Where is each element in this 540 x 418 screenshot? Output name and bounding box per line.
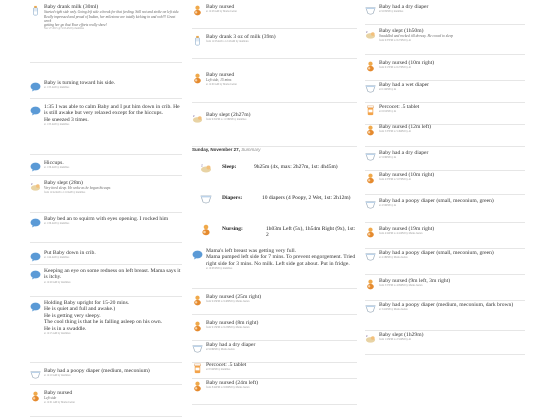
feed-entry[interactable] [365,332,525,355]
entry-timestamp: at 4:50PM by Al [379,204,397,208]
entry-timestamp: at 1:35 AM by mumbles [44,86,70,90]
feed-entry[interactable] [365,60,525,81]
svg-text:z: z [365,30,368,35]
entry-timestamp: from 9:23PM to 9:48PM by Mama Jaelan [206,300,250,304]
entry-body [206,320,357,330]
diaper-icon [200,193,212,205]
entry-title: He sneezed 3 times. [44,116,89,123]
entry-body [379,82,525,92]
note-icon [192,249,203,260]
summary-label: Nursing: [222,226,243,232]
entry-timestamp: from 12:42AM to 1:10AM by mumbles [44,190,86,194]
entry-title: Baby nursed (8m right) [206,320,259,326]
med-icon [365,105,376,116]
feed-entry[interactable] [365,28,525,55]
nurse-icon [365,125,376,136]
entry-body [379,278,525,288]
entry-body [206,362,357,372]
entry-title: Baby slept (2h27m) [206,112,251,118]
entry-title: Baby slept (1h29m) [379,332,424,338]
entry-title: Baby had a poopy diaper (small, meconium, green) [379,250,494,256]
entry-note: Started right side only. Going left side a break for that feeding. Still not and strike on left side. Really impressed and proud of Indian, her milestone are totally kicking in and ooh!!! Great work [44,10,180,23]
day-label: Sunday, November 27, [192,147,240,152]
feed-entry[interactable] [192,4,357,29]
entry-body [379,250,525,260]
summary-label: Diapers: [222,195,243,201]
feed-entry[interactable] [30,4,182,63]
nurse-icon [192,381,203,392]
sleep-icon [365,333,376,344]
nurse-icon [192,5,203,16]
entry-timestamp: at 5:09PM by Al [379,156,397,160]
entry-note: Very tired sleep. He woke as he began hiccups [44,186,111,191]
summary-value: 10 diapers (4 Poopy, 2 Wet, 1st: 2h12m) [262,195,351,201]
entry-title: Baby bed an to squirm with eyes opening. I rocked him [44,216,169,222]
entry-title: Baby nursed (9m left, 3m right) [379,278,451,284]
entry-body [44,80,182,90]
sleep-icon [30,181,41,192]
diaper-icon [365,151,376,162]
entry-title: Put Baby down in crib. [44,250,96,256]
feed-entry[interactable] [192,342,357,363]
entry-title: He is in a swaddle. [44,325,87,332]
feed-entry[interactable] [30,390,182,417]
entry-title: The cool thing is that he is falling asleep on his own. [44,319,163,326]
entry-title: Keeping an eye on some redness on left breast. Mama says it is itchy. [44,268,181,281]
svg-text:z: z [365,334,368,339]
nurse-icon [192,321,203,332]
feed-entry[interactable] [30,216,182,243]
diaper-icon [365,251,376,262]
entry-note: Left side [44,396,57,401]
feed-entry[interactable] [192,320,357,341]
entry-title: Holding Baby upright for 15-20 mins. [44,300,130,306]
entry-timestamp: at 10:08 PM by mumbles [206,267,233,271]
note-icon [30,105,41,116]
entry-body [379,124,525,134]
svg-text:z: z [30,182,33,187]
feed-entry[interactable] [192,72,357,103]
bottle-icon [192,35,203,46]
entry-title: Baby had a poopy diaper (small, meconium, green) [379,198,494,204]
feed-entry[interactable] [365,302,525,331]
entry-title: 1:35 I was able to calm Baby and I put him down in crib. He is still awake but very relaxed except for the hiccups. [44,104,180,117]
feed-entry[interactable] [365,150,525,171]
sleep-icon [200,162,212,174]
diaper-icon [192,343,203,354]
feed-entry[interactable] [30,160,182,176]
feed-entry[interactable] [30,368,182,385]
entry-title: Baby had a dry diaper [206,342,256,348]
feed-entry[interactable] [192,294,357,315]
entry-timestamp: at 1:44 AM by mumbles [44,256,70,260]
entry-body [206,34,357,44]
entry-body [44,368,182,378]
sleep-icon [365,29,376,40]
feed-entry[interactable] [192,380,357,405]
diaper-icon [365,5,376,16]
entry-title: Baby slept (28m) [44,180,83,186]
entry-timestamp: from 9:31PM to 11:58PM by mumbles [206,118,247,122]
day-heading [192,147,357,152]
entry-body [44,250,182,260]
feed-entry[interactable] [192,248,357,289]
entry-title: He is quiet and full and awake.) [44,306,116,313]
entry-title: He is getting very sleepy. [44,312,101,319]
entry-title: Hiccups. [44,160,64,166]
entry-body [44,180,182,194]
entry-body [379,172,525,182]
sleep-icon [192,113,203,124]
entry-timestamp: Nov 27 2015 @ 5:18 AM by mumbles [44,27,84,31]
entry-title: Baby nursed [44,390,73,396]
feed-entry[interactable] [192,112,357,147]
entry-title: Baby is turning toward his side. [44,80,116,86]
entry-body [206,112,357,122]
entry-timestamp: from 1:23PM to 2:52PM by Al [379,338,412,342]
diaper-icon [365,199,376,210]
feed-entry[interactable] [365,278,525,301]
bottle-icon [30,5,41,16]
entry-title: Percocet: .5 tablet [379,104,420,110]
entry-timestamp: from 9:15PM to 9:23PM by Mama Jaelan [206,326,250,330]
entry-timestamp: at 1:35 AM by mumbles [44,123,70,127]
feed-entry[interactable] [30,268,182,297]
entry-body [206,342,357,352]
nurse-icon [365,227,376,238]
svg-text:z: z [201,162,203,168]
entry-title: Baby nursed (24m left) [206,380,259,386]
entry-title: Baby slept (1h50m) [379,28,424,34]
entry-title: Baby had a wet diaper [379,82,430,88]
entry-timestamp: at 1:36 AM by mumbles [44,222,70,226]
entry-title: Baby nursed (25m right) [206,294,262,300]
entry-body [44,390,182,404]
entry-timestamp: at 6:01PM by Al [379,110,397,114]
entry-title: Baby had a dry diaper [379,4,429,10]
note-icon [30,81,41,92]
diaper-icon [30,369,41,380]
nurse-icon [365,173,376,184]
entry-title: Baby had a dry diaper [379,150,429,156]
note-icon [30,301,41,312]
nurse-icon [200,224,212,236]
entry-body [379,302,525,312]
entry-timestamp: at 12:28 AM by Mama Jaelan [206,10,237,14]
feed-entry[interactable] [365,104,525,125]
note-icon [30,217,41,228]
nurse-icon [192,295,203,306]
feed-entry[interactable] [30,300,182,363]
entry-body [44,216,182,226]
entry-body [44,4,182,30]
feed-entry[interactable] [365,82,525,103]
entry-title: Baby nursed (10m right) [379,60,435,66]
entry-body [206,4,357,14]
entry-timestamp: from 8:42PM to 9:06PM by Mama Jaelan [206,386,250,390]
entry-title: Baby had a poopy diaper (medium, meconium, dark brown) [379,302,514,308]
nurse-icon [30,391,41,402]
summary-value: 1h03m Left (5x), 1h54m Right (9x), 1st: 2 [266,226,356,238]
feed-entry[interactable] [365,198,525,223]
entry-body [206,72,357,86]
entry-note: getting her go that Your efforts really show! [44,23,107,28]
entry-body [379,198,525,208]
entry-timestamp: from 4:22PM to 4:41PM by Mama Jaelan [379,232,423,236]
entry-body [379,150,525,160]
entry-timestamp: at 12:15 AM by mumbles [44,332,71,336]
feed-entry[interactable] [365,4,525,25]
entry-timestamp: at 3:41PM by Mama Jaelan [379,308,408,312]
summary-row [192,220,357,241]
entry-body [379,332,525,342]
nurse-icon [365,61,376,72]
entry-body [379,60,525,70]
feed-entry[interactable] [365,172,525,195]
feed-entry[interactable] [365,124,525,147]
summary-row [192,189,357,210]
entry-body [44,300,182,335]
entry-title: Mama's left breast was getting very full. [206,248,297,254]
entry-timestamp: at 1:36 AM by mumbles [44,166,70,170]
entry-timestamp: from 12:05AM to 12:45AM by mumbles [206,40,249,44]
entry-body [379,226,525,236]
entry-body [206,294,357,304]
entry-title: Baby drank 3 oz of milk (39m) [206,34,276,40]
summary-row [192,158,357,179]
feed-entry[interactable] [30,250,182,265]
summary-label: Sleep: [222,164,237,170]
feed-entry[interactable] [192,362,357,379]
entry-timestamp: from 3:57PM to 4:09PM by Mama Jaelan [379,284,423,288]
entry-title: Baby had a poopy diaper (medium, meconium) [44,368,150,374]
entry-timestamp: from 6:37PM to 8:27PM by Al [379,38,412,42]
entry-body [44,104,182,126]
entry-timestamp: at 12:01 AM by Mama Jaelan [44,400,75,404]
feed-entry[interactable] [365,226,525,249]
summary-link[interactable]: Summary [239,147,261,152]
entry-body [379,4,525,14]
entry-body [44,268,182,284]
summary-value: 9h25m (4x, max: 2h27m, 1st: 4h45m) [254,164,338,170]
note-icon [30,161,41,172]
entry-body [44,160,182,170]
diaper-icon [365,83,376,94]
entry-title: Baby drank milk (30ml) [44,4,99,10]
entry-timestamp: at 9:06PM by Mama Jaelan [206,348,235,352]
entry-timestamp: from 4:57PM to 5:07PM by Al [379,178,412,182]
feed-entry[interactable] [192,34,357,59]
svg-text:z: z [192,114,195,119]
entry-body [379,104,525,114]
entry-timestamp: at 8:52PM by mumbles [206,368,231,372]
entry-timestamp: at 6:12PM by Al [379,88,397,92]
entry-title: Baby nursed [206,72,235,78]
feed-entry[interactable] [30,104,182,155]
med-icon [192,363,203,374]
entry-timestamp: from 5:37PM to 5:49PM by Al [379,130,412,134]
entry-title: Baby nursed (19m right) [379,226,435,232]
entry-body [379,28,525,42]
entry-title: Mama pumped left side for 7 mins. To prevent engorgement. Tried right side for 3 mins. No milk. Left side got about. Put in fridge. [206,254,356,267]
entry-timestamp: at 12:00 AM by Mama Jaelan [206,82,237,86]
entry-note: Swaddled and rocked till drowsy. He cooed to sleep [379,34,454,39]
entry-timestamp: at 4:18PM by Mama Jaelan [379,256,408,260]
feed-entry[interactable] [30,80,182,99]
entry-timestamp: at 12:29 AM by mumbles [44,280,71,284]
entry-title: Percocet: .5 tablet [206,362,247,368]
entry-body [206,380,357,390]
entry-title: Baby nursed [206,4,235,10]
note-icon [30,269,41,280]
entry-timestamp: from 6:17PM to 6:27PM by Al [379,66,412,70]
feed-entry[interactable] [365,250,525,275]
entry-note: Left side, 15 mins [206,78,232,83]
nurse-icon [192,73,203,84]
entry-timestamp: at 9:05PM by mumbles [379,10,404,14]
entry-title: Baby nursed (12m left) [379,124,432,130]
nurse-icon [365,279,376,290]
diaper-icon [365,303,376,314]
entry-timestamp: at 12:10 AM by mumbles [44,374,71,378]
entry-title: Baby nursed (10m right) [379,172,435,178]
feed-entry[interactable] [30,180,182,213]
entry-body [206,248,357,270]
note-icon [30,251,41,262]
